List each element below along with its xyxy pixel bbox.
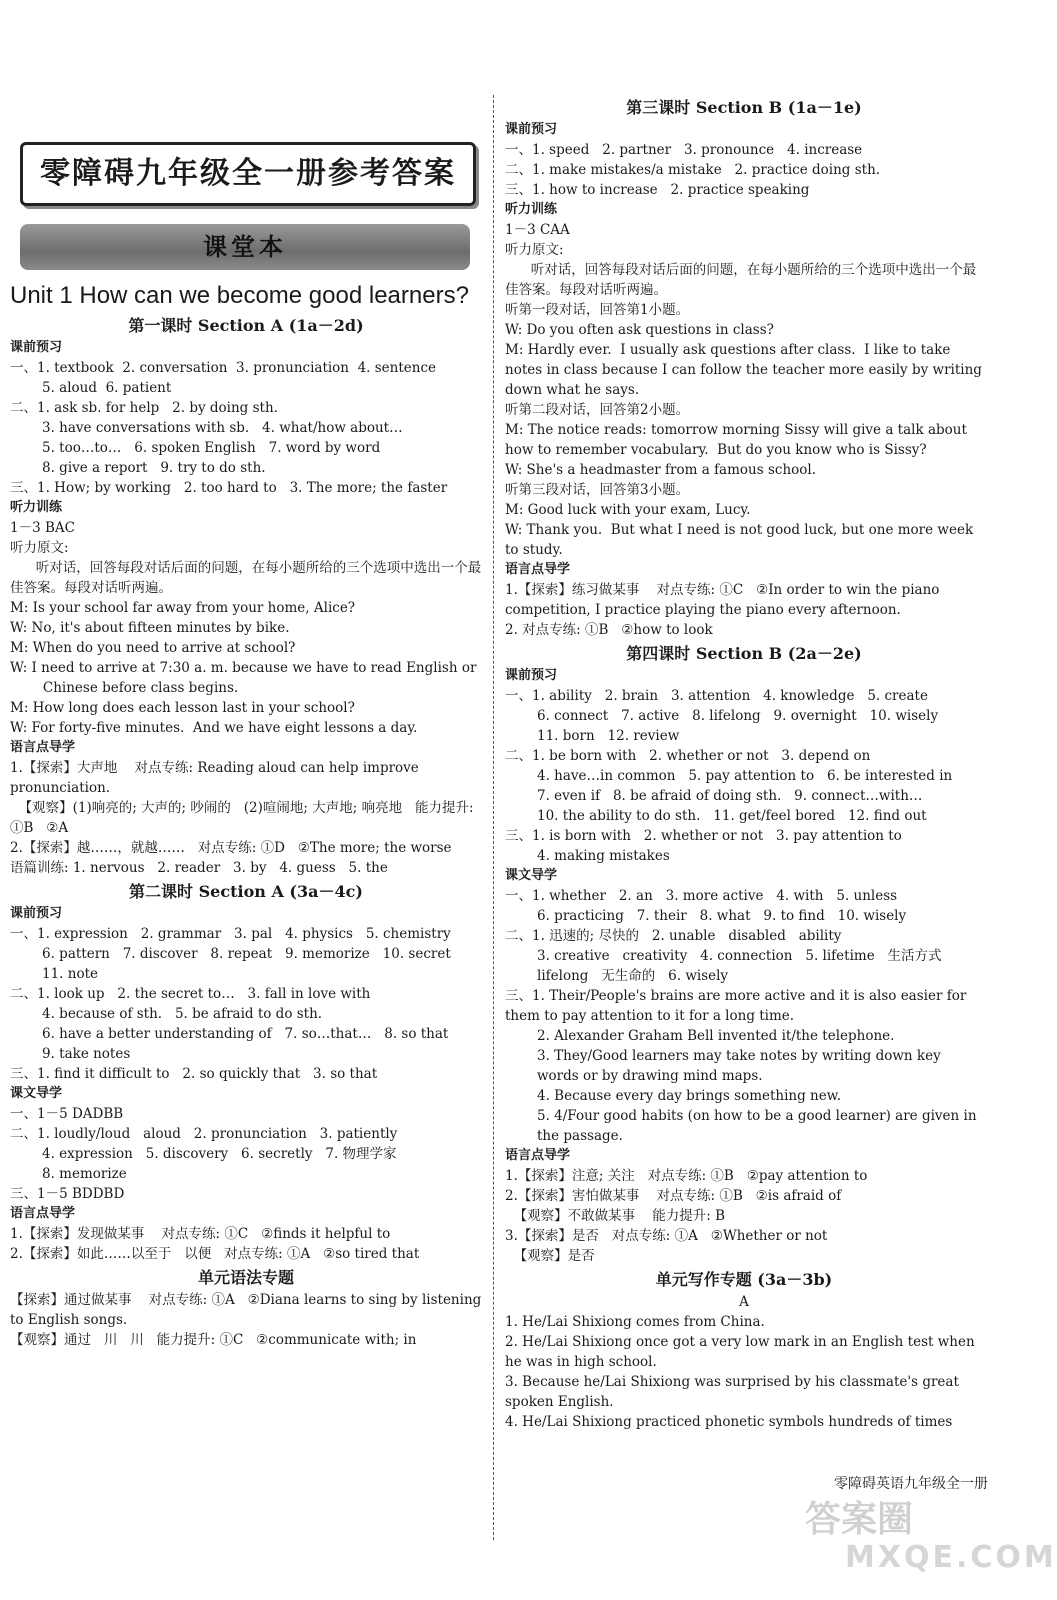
answer-line: W: Thank you. But what I need is not good luck, but one more week to study. [505, 522, 978, 558]
banner-label: 课堂本 [203, 233, 287, 261]
subsection-label: 语言点导学 [10, 740, 76, 755]
answer-line: 【观察】是否 [505, 1248, 595, 1264]
lesson-heading: 第一课时 Section A (1a－2d) [128, 316, 364, 335]
answer-line: 听对话，回答每段对话后面的问题，在每小题所给的三个选项中选出一个最佳答案。每段对话听两遍。 [10, 560, 482, 596]
lesson-heading: 第三课时 Section B (1a－1e) [626, 98, 862, 117]
answer-line: 一、1. ability 2. brain 3. attention 4. knowledge 5. create [505, 688, 928, 704]
answer-line: 一、1. textbook 2. conversation 3. pronunciation 4. sentence [10, 360, 437, 376]
answer-line: 三、1. How; by working 2. too hard to 3. The more; the faster [10, 480, 448, 496]
answer-line: 二、1. loudly/loud aloud 2. pronunciation 3. patiently [10, 1126, 398, 1142]
subsection-label: 听力训练 [10, 500, 63, 515]
section-letter: A [739, 1294, 749, 1310]
right-column [505, 94, 987, 1432]
answer-line: 8. memorize [42, 1166, 127, 1182]
answer-line: W: I need to arrive at 7:30 a. m. because we have to read English or [10, 660, 477, 676]
answer-line: M: Good luck with your exam, Lucy. [505, 502, 751, 518]
answer-line: 6. practicing 7. their 8. what 9. to find 10. wisely [537, 908, 907, 924]
answer-line: 3. They/Good learners may take notes by writing down key words or by drawing mind maps. [537, 1048, 945, 1084]
subsection-label: 语言点导学 [10, 1206, 76, 1221]
subsection-label: 课文导学 [10, 1086, 63, 1101]
answer-line: 7. even if 8. be afraid of doing sth. 9. connect…with… [537, 788, 923, 804]
answer-line: 2.【探索】害怕做某事 对点专练: ①B ②is afraid of [505, 1188, 842, 1204]
answer-line: 3.【探索】是否 对点专练: ①A ②Whether or not [505, 1228, 828, 1244]
subsection-label: 课前预习 [10, 906, 63, 921]
answer-line: 听第一段对话，回答第1小题。 [505, 302, 690, 318]
answer-line: 【探索】通过做某事 对点专练: ①A ②Diana learns to sing by listening to English songs. [10, 1292, 486, 1328]
answer-line: 【观察】不敢做某事 能力提升: B [505, 1208, 726, 1224]
answer-line: 三、1. how to increase 2. practice speaking [505, 182, 810, 198]
lesson-heading: 第二课时 Section A (3a－4c) [129, 882, 363, 901]
answer-line: 听力原文: [10, 540, 69, 556]
answer-line: 1－3 CAA [505, 222, 570, 238]
answer-line: 1－3 BAC [10, 520, 75, 536]
answer-line: 4. He/Lai Shixiong practiced phonetic symbols hundreds of times [505, 1414, 953, 1430]
answer-line: M: How long does each lesson last in your school? [10, 700, 355, 716]
answer-line: W: No, it's about fifteen minutes by bike. [10, 620, 290, 636]
unit-heading: Unit 1 How can we become good learners? [10, 282, 469, 309]
answer-line: 4. because of sth. 5. be afraid to do sth. [42, 1006, 323, 1022]
answer-line: 【观察】(1)响亮的; 大声的; 吵闹的 (2)喧闹地; 大声地; 响亮地 能力提升: ①B ②A [10, 800, 478, 836]
answer-line: lifelong 无生命的 6. wisely [537, 968, 729, 984]
answer-line: 4. have…in common 5. pay attention to 6. be interested in [537, 768, 953, 784]
answer-line: 3. have conversations with sb. 4. what/how about… [42, 420, 403, 436]
answer-line: 二、1. 迅速的; 尽快的 2. unable disabled ability [505, 928, 842, 944]
answer-line: 8. give a report 9. try to do sth. [42, 460, 266, 476]
answer-line: 一、1－5 DADBB [10, 1106, 124, 1122]
answer-line: 二、1. look up 2. the secret to… 3. fall in love with [10, 986, 371, 1002]
answer-line: 6. connect 7. active 8. lifelong 9. overnight 10. wisely [537, 708, 939, 724]
answer-line: 听力原文: [505, 242, 564, 258]
answer-line: 二、1. be born with 2. whether or not 3. depend on [505, 748, 871, 764]
answer-line: 听第二段对话，回答第2小题。 [505, 402, 690, 418]
subsection-label: 课前预习 [505, 668, 558, 683]
answer-line: 2.【探索】如此……以至于 以便 对点专练: ①A ②so tired that [10, 1246, 420, 1262]
lesson-heading: 第四课时 Section B (2a－2e) [626, 644, 862, 663]
lesson-heading: 单元写作专题 (3a－3b) [655, 1270, 833, 1289]
answer-line: W: Do you often ask questions in class? [505, 322, 774, 338]
subsection-label: 听力训练 [505, 202, 558, 217]
answer-line: W: She's a headmaster from a famous school. [505, 462, 817, 478]
answer-line: 一、1. speed 2. partner 3. pronounce 4. increase [505, 142, 863, 158]
answer-line: 5. too…to… 6. spoken English 7. word by word [42, 440, 381, 456]
answer-line: M: Is your school far away from your home, Alice? [10, 600, 356, 616]
answer-line: 3. Because he/Lai Shixiong was surprised by his classmate's great spoken English. [505, 1374, 964, 1410]
answer-line: 二、1. ask sb. for help 2. by doing sth. [10, 400, 278, 416]
section-banner [20, 224, 470, 270]
lesson-heading: 单元语法专题 [197, 1268, 294, 1287]
answer-line: 4. making mistakes [537, 848, 670, 864]
answer-line: 4. Because every day brings something new. [537, 1088, 841, 1104]
answer-line: 【观察】通过 川 川 能力提升: ①C ②communicate with; in [10, 1332, 417, 1348]
page-title: 零障碍九年级全一册参考答案 [20, 142, 476, 206]
answer-line: 1.【探索】发现做某事 对点专练: ①C ②finds it helpful to [10, 1226, 391, 1242]
answer-line: 听对话，回答每段对话后面的问题，在每小题所给的三个选项中选出一个最佳答案。每段对话听两遍。 [505, 262, 977, 298]
subsection-label: 课前预习 [505, 122, 558, 137]
answer-line: 三、1. find it difficult to 2. so quickly that 3. so that [10, 1066, 378, 1082]
answer-line: 三、1. is born with 2. whether or not 3. pay attention to [505, 828, 902, 844]
answer-line: 2. Alexander Graham Bell invented it/the telephone. [537, 1028, 895, 1044]
subsection-label: 课前预习 [10, 340, 63, 355]
subsection-label: 课文导学 [505, 868, 558, 883]
answer-line: 3. creative creativity 4. connection 5. lifetime 生活方式 [537, 948, 942, 964]
answer-line: 4. expression 5. discovery 6. secretly 7. 物理学家 [42, 1146, 397, 1162]
left-column [10, 0, 486, 1350]
answer-line: 6. have a better understanding of 7. so…that… 8. so that [42, 1026, 449, 1042]
answer-line: 2. He/Lai Shixiong once got a very low mark in an English test when he was in high school. [505, 1334, 979, 1370]
answer-line: W: For forty-five minutes. And we have eight lessons a day. [10, 720, 418, 736]
left-answers [10, 316, 486, 1350]
answer-line: M: The notice reads: tomorrow morning Sissy will give a talk about how to remember vocabulary. But do you know who is Sissy? [505, 422, 972, 458]
answer-line: 1.【探索】大声地 对点专练: Reading aloud can help improve pronunciation. [10, 760, 424, 796]
answer-line: 11. born 12. review [537, 728, 680, 744]
answer-line: 1.【探索】注意; 关注 对点专练: ①B ②pay attention to [505, 1168, 868, 1184]
answer-line: 2. 对点专练: ①B ②how to look [505, 622, 713, 638]
answer-line: 11. note [42, 966, 98, 982]
answer-line: 9. take notes [42, 1046, 131, 1062]
answer-line: 10. the ability to do sth. 11. get/feel bored 12. find out [537, 808, 927, 824]
answer-line: 5. 4/Four good habits (on how to be a good learner) are given in the passage. [537, 1108, 981, 1144]
answer-line: 一、1. expression 2. grammar 3. pal 4. physics 5. chemistry [10, 926, 451, 942]
answer-line: M: Hardly ever. I usually ask questions after class. I like to take notes in class because I can follow the teacher more easily by writing down what he says. [505, 342, 987, 398]
answer-line: 1.【探索】练习做某事 对点专练: ①C ②In order to win the piano competition, I practice playing the piano every afternoon. [505, 582, 944, 618]
answer-line: Chinese before class begins. [30, 680, 239, 696]
answer-line: M: When do you need to arrive at school? [10, 640, 296, 656]
answer-line: 6. pattern 7. discover 8. repeat 9. memorize 10. secret [42, 946, 451, 962]
subsection-label: 语言点导学 [505, 562, 571, 577]
answer-line: 2.【探索】越……，就越…… 对点专练: ①D ②The more; the worse [10, 840, 452, 856]
answer-line: 5. aloud 6. patient [42, 380, 172, 396]
answer-line: 语篇训练: 1. nervous 2. reader 3. by 4. guess 5. the [10, 860, 388, 876]
answer-line: 二、1. make mistakes/a mistake 2. practice doing sth. [505, 162, 881, 178]
answer-line: 三、1. Their/People's brains are more active and it is also easier for them to pay attention to it for a long time. [505, 988, 971, 1024]
answer-line: 听第三段对话，回答第3小题。 [505, 482, 690, 498]
watermark-logo: 答案圈 [805, 1499, 914, 1540]
watermark-url: MXQE.COM [845, 1540, 1057, 1575]
column-divider [493, 95, 494, 1540]
page-footer: 零障碍英语九年级全一册 [834, 1476, 988, 1492]
subsection-label: 语言点导学 [505, 1148, 571, 1163]
answer-line: 三、1－5 BDDBD [10, 1186, 125, 1202]
right-answers [505, 98, 987, 1432]
answer-line: 1. He/Lai Shixiong comes from China. [505, 1314, 765, 1330]
answer-line: 一、1. whether 2. an 3. more active 4. with 5. unless [505, 888, 898, 904]
